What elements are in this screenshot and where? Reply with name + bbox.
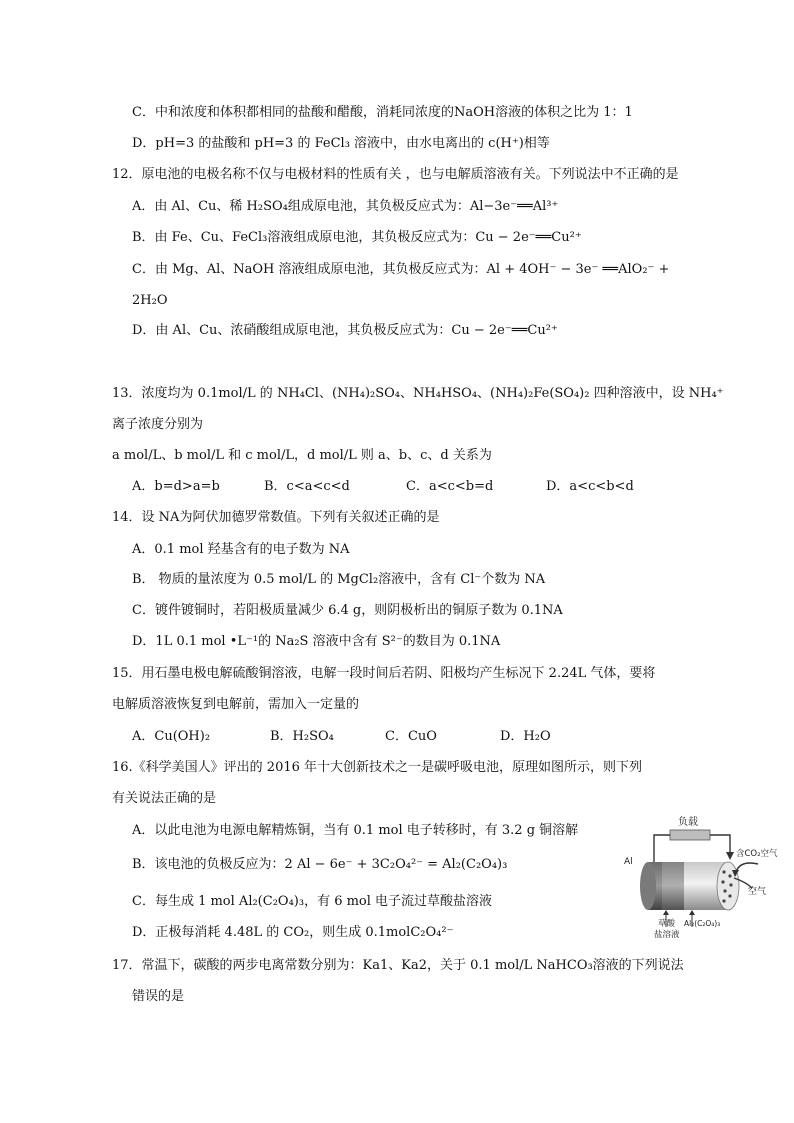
cell-right-end [717, 862, 739, 910]
q15-option-a: A．Cu(OH)₂ [132, 729, 211, 744]
q15-option-c: C．CuO [385, 729, 437, 744]
q17-stem: 17．常温下，碳酸的两步电离常数分别为：Ka1、Ka2，关于 0.1 mol/L NaHCO₃溶液的下列说法 [112, 958, 684, 973]
q16-option-a: A．以此电池为电源电解精炼铜，当有 0.1 mol 电子转移时，有 3.2 g 铜溶解 [132, 823, 579, 838]
q16-option-d: D．正极每消耗 4.48L 的 CO₂，则生成 0.1molC₂O₄²⁻ [132, 925, 454, 940]
q12-option-c-cont: 2H₂O [132, 293, 168, 308]
q13-option-b: B．c<a<c<d [264, 479, 350, 494]
q14-option-b: B． 物质的量浓度为 0.5 mol/L 的 MgCl₂溶液中，含有 Cl⁻个数为 NA [132, 572, 546, 587]
wire-right [710, 835, 730, 858]
q13-stem: 13．浓度均为 0.1mol/L 的 NH₄Cl、(NH₄)₂SO₄、NH₄HSO₄、(NH₄)₂Fe(SO₄)₂ 四种溶液中，设 NH₄⁺ [112, 386, 724, 401]
q15-option-d: D．H₂O [500, 729, 551, 744]
cell-left-end [640, 862, 656, 910]
q15-option-b: B．H₂SO₄ [270, 729, 334, 744]
label-oxalate-solution: 盐溶液 [654, 930, 680, 940]
label-product: Al₂(C₂O₄)₃ [684, 919, 721, 928]
label-oxalate: 草酸 [658, 919, 676, 929]
q12-option-d: D．由 Al、Cu、浓硝酸组成原电池，其负极反应式为：Cu − 2e⁻══Cu²⁺ [132, 323, 558, 338]
co2-air-arrow [736, 863, 758, 872]
load-box [670, 830, 710, 840]
q12-stem: 12．原电池的电极名称不仅与电极材料的性质有关 ，也与电解质溶液有关。下列说法中不正确的是 [112, 167, 679, 182]
q15-stem-cont: 电解质溶液恢复到电解前，需加入一定量的 [112, 697, 360, 712]
q13-option-a: A．b=d>a=b [132, 479, 220, 494]
q11-option-d: D．pH=3 的盐酸和 pH=3 的 FeCl₃ 溶液中，由水电离出的 c(H⁺)相等 [132, 136, 550, 151]
q14-option-c: C．镀件镀铜时，若阳极质量减少 6.4 g，则阴极析出的铜原子数为 0.1NA [132, 603, 563, 618]
q16-option-c: C．每生成 1 mol Al₂(C₂O₄)₃，有 6 mol 电子流过草酸盐溶液 [132, 894, 493, 909]
q15-stem: 15．用石墨电极电解硫酸铜溶液，电解一段时间后若阴、阳极均产生标况下 2.24L 气体，要将 [112, 666, 656, 681]
wire-left [654, 835, 670, 862]
electron-arrow-icon [726, 852, 734, 860]
q14-option-d: D．1L 0.1 mol •L⁻¹的 Na₂S 溶液中含有 S²⁻的数目为 0.1NA [132, 634, 501, 649]
q12-option-c: C．由 Mg、Al、NaOH 溶液组成原电池，其负极反应式为：Al + 4OH⁻ − 3e⁻ ══AlO₂⁻ + [132, 262, 670, 277]
label-co2-air: 含CO₂空气 [736, 849, 778, 859]
carbon-battery-figure [618, 812, 778, 940]
q11-option-c: C．中和浓度和体积都相同的盐酸和醋酸，消耗同浓度的NaOH溶液的体积之比为 1：1 [132, 105, 633, 120]
q14-stem: 14．设 NA为阿伏加德罗常数值。下列有关叙述正确的是 [112, 510, 440, 525]
q13-option-d: D．a<c<b<d [546, 479, 634, 494]
q12-option-a: A．由 Al、Cu、稀 H₂SO₄组成原电池，其负极反应式为：Al−3e⁻══Al³⁺ [132, 199, 559, 214]
q14-option-a: A．0.1 mol 羟基含有的电子数为 NA [132, 542, 350, 557]
label-load: 负载 [678, 817, 698, 828]
label-al: Al [624, 857, 633, 867]
q13-stem-cont: 离子浓度分别为 [112, 417, 204, 432]
oxalate-layer [662, 862, 684, 910]
q16-option-b: B．该电池的负极反应为：2 Al − 6e⁻ + 3C₂O₄²⁻ = Al₂(C₂O₄)₃ [132, 857, 508, 872]
q12-option-b: B．由 Fe、Cu、FeCl₃溶液组成原电池，其负极反应式为：Cu − 2e⁻══Cu²⁺ [132, 230, 582, 245]
q17-stem-cont: 错误的是 [132, 989, 185, 1004]
q16-stem-cont: 有关说法正确的是 [112, 791, 217, 806]
q13-stem-cont2: a mol/L、b mol/L 和 c mol/L，d mol/L 则 a、b、c、d 关系为 [112, 448, 492, 463]
q13-option-c: C．a<c<b=d [406, 479, 494, 494]
label-air: 空气 [748, 887, 767, 897]
q16-stem: 16.《科学美国人》评出的 2016 年十大创新技术之一是碳呼吸电池，原理如图所示，则下列 [112, 760, 643, 775]
